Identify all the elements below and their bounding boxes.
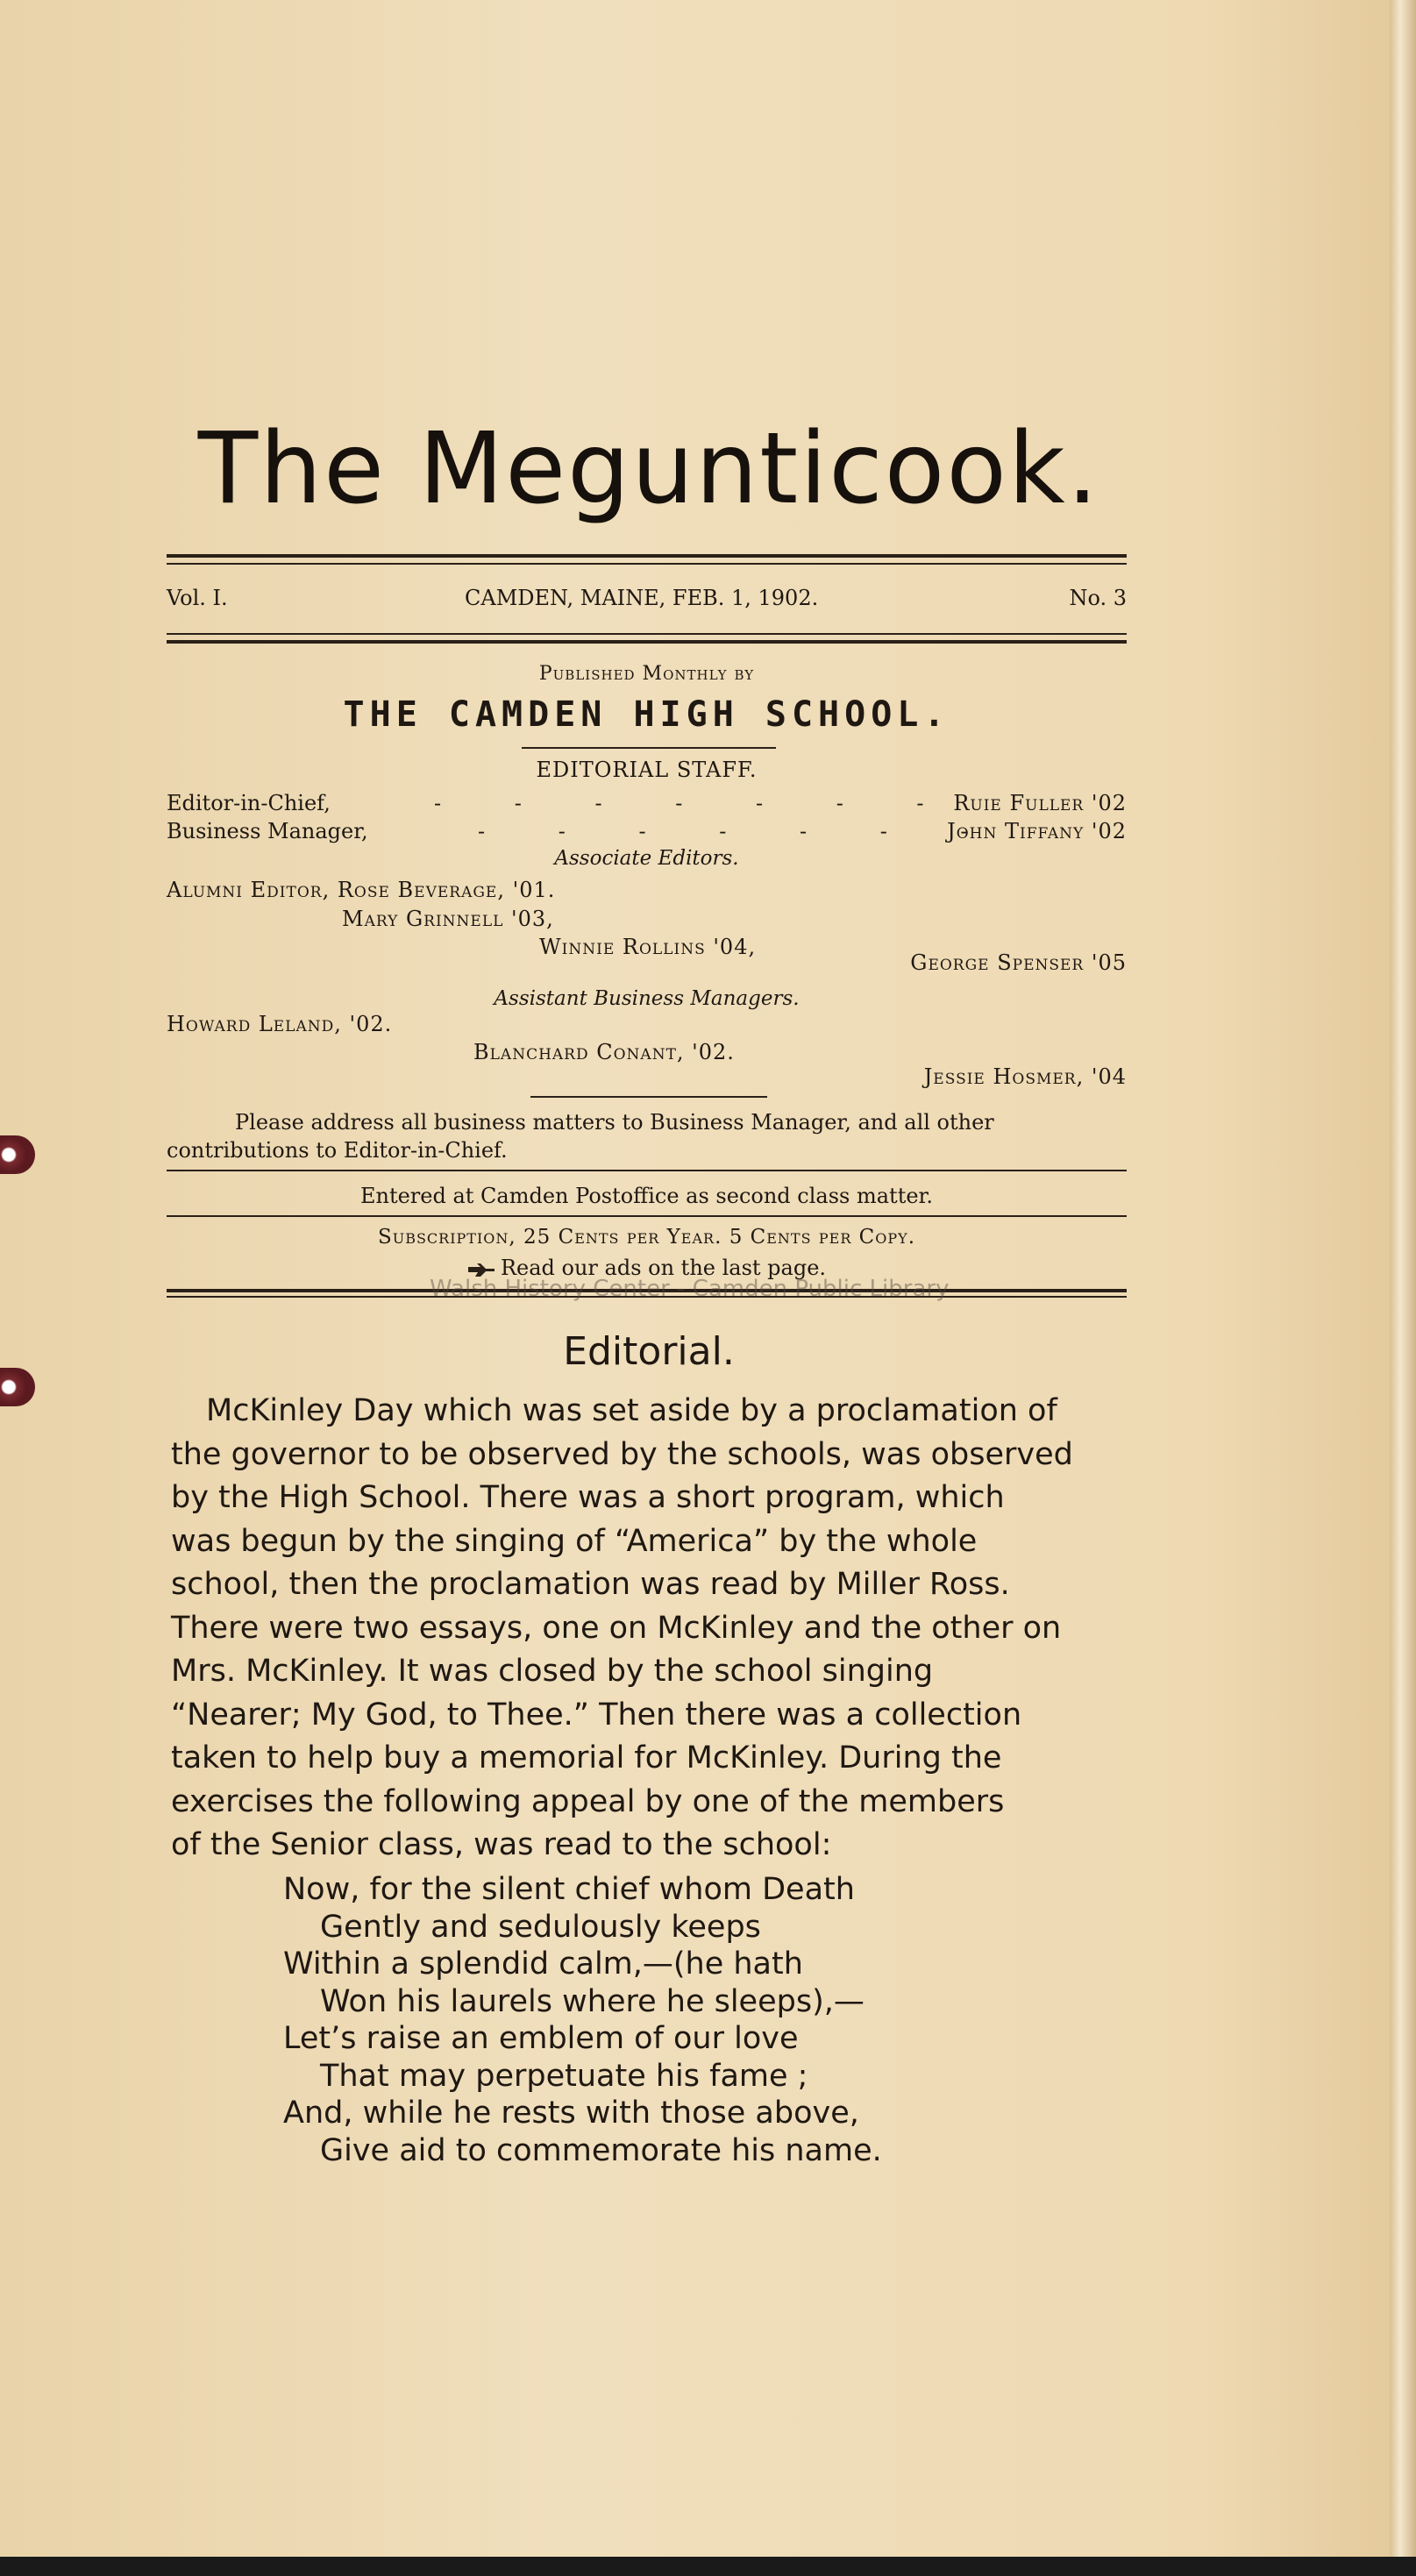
editorial-line: Mrs. McKinley. It was closed by the school singing [171,1654,934,1689]
editorial-line: was begun by the singing of “America” by the whole [171,1523,978,1559]
poem [283,1871,882,2169]
editorial-line: the governor to be observed by the schools, was observed [171,1436,1073,1472]
editor-name: Ruie Fuller '02 [953,791,1127,815]
volume: Vol. I. [167,586,228,610]
rule [522,747,776,749]
editorial-line: of the Senior class, was read to the school: [171,1827,832,1862]
masthead-title: The Megunticook. [197,412,1100,526]
published-by: Published Monthly by [538,663,755,685]
editor-label: Editor-in-Chief, [167,791,331,815]
page-edge [1390,0,1416,2576]
page-bottom-edge [0,2557,1416,2576]
poem-line: That may perpetuate his fame ; [320,2058,808,2094]
dot-leader: - - - - - - - [434,791,957,815]
postoffice-notice: Entered at Camden Postoffice as second class matter. [359,1184,933,1208]
rule [167,1215,1127,1217]
rule [530,1096,767,1098]
business-label: Business Manager, [167,819,368,843]
assistant-manager: Blanchard Conant, '02. [473,1040,735,1064]
staff-heading: EDITORIAL STAFF. [536,758,758,782]
rule [167,633,1127,635]
editorial-heading: Editorial. [563,1329,735,1374]
place-date: CAMDEN, MAINE, FEB. 1, 1902. [465,586,819,610]
editorial-line: McKinley Day which was set aside by a proclamation of [206,1393,1057,1428]
rule [167,640,1127,644]
rule [167,563,1127,565]
associate-editor: Winnie Rollins '04, [539,935,757,959]
poem-line: Won his laurels where he sleeps),— [320,1983,865,2019]
associate-heading: Associate Editors. [554,847,739,870]
associate-editor: George Spenser '05 [910,950,1127,975]
editorial-body [171,1390,1131,1868]
editorial-line: by the High School. There was a short program, which [171,1480,1005,1515]
poem-line: And, while he rests with those above, [283,2096,859,2131]
poem-line: Now, for the silent chief whom Death [283,1872,855,1907]
school-name: THE CAMDEN HIGH SCHOOL. [343,694,950,735]
assistant-heading: Assistant Business Managers. [494,987,800,1010]
pointing-hand-icon [467,1262,495,1277]
business-name: John Tiffany '02 [947,819,1127,843]
rule [167,1170,1127,1171]
issue-number: No. 3 [1069,586,1127,610]
library-watermark: Walsh History Center - Camden Public Library [430,1276,950,1302]
editorial-line: exercises the following appeal by one of the members [171,1783,1005,1819]
subscription-notice: Subscription, 25 Cents per Year. 5 Cents per Copy. [377,1226,916,1249]
rule [167,554,1127,558]
address-notice: Please address all business matters to Business Manager, and all other [235,1110,994,1135]
assistant-manager: Jessie Hosmer, '04 [923,1064,1127,1089]
associate-editor: Mary Grinnell '03, [342,907,554,931]
binding-thread [0,1135,35,1174]
editorial-line: taken to help buy a memorial for McKinley. During the [171,1740,1002,1775]
poem-line: Give aid to commemorate his name. [320,2132,882,2168]
binding-thread [0,1368,35,1406]
poem-line: Gently and sedulously keeps [320,1909,761,1945]
editorial-line: There were two essays, one on McKinley and the other on [171,1610,1062,1646]
editorial-line: school, then the proclamation was read by Miller Ross. [171,1567,1010,1602]
dot-leader: - - - - - - - [478,819,1001,843]
assistant-manager: Howard Leland, '02. [167,1012,393,1036]
poem-line: Let’s raise an emblem of our love [283,2021,799,2056]
editorial-line: “Nearer; My God, to Thee.” Then there was a collection [171,1697,1022,1733]
alumni-editor: Alumni Editor, Rose Beverage, '01. [167,878,556,902]
address-notice: contributions to Editor-in-Chief. [167,1138,508,1163]
poem-line: Within a splendid calm,—(he hath [283,1946,803,1982]
ads-text: Read our ads on the last page. [500,1256,827,1280]
